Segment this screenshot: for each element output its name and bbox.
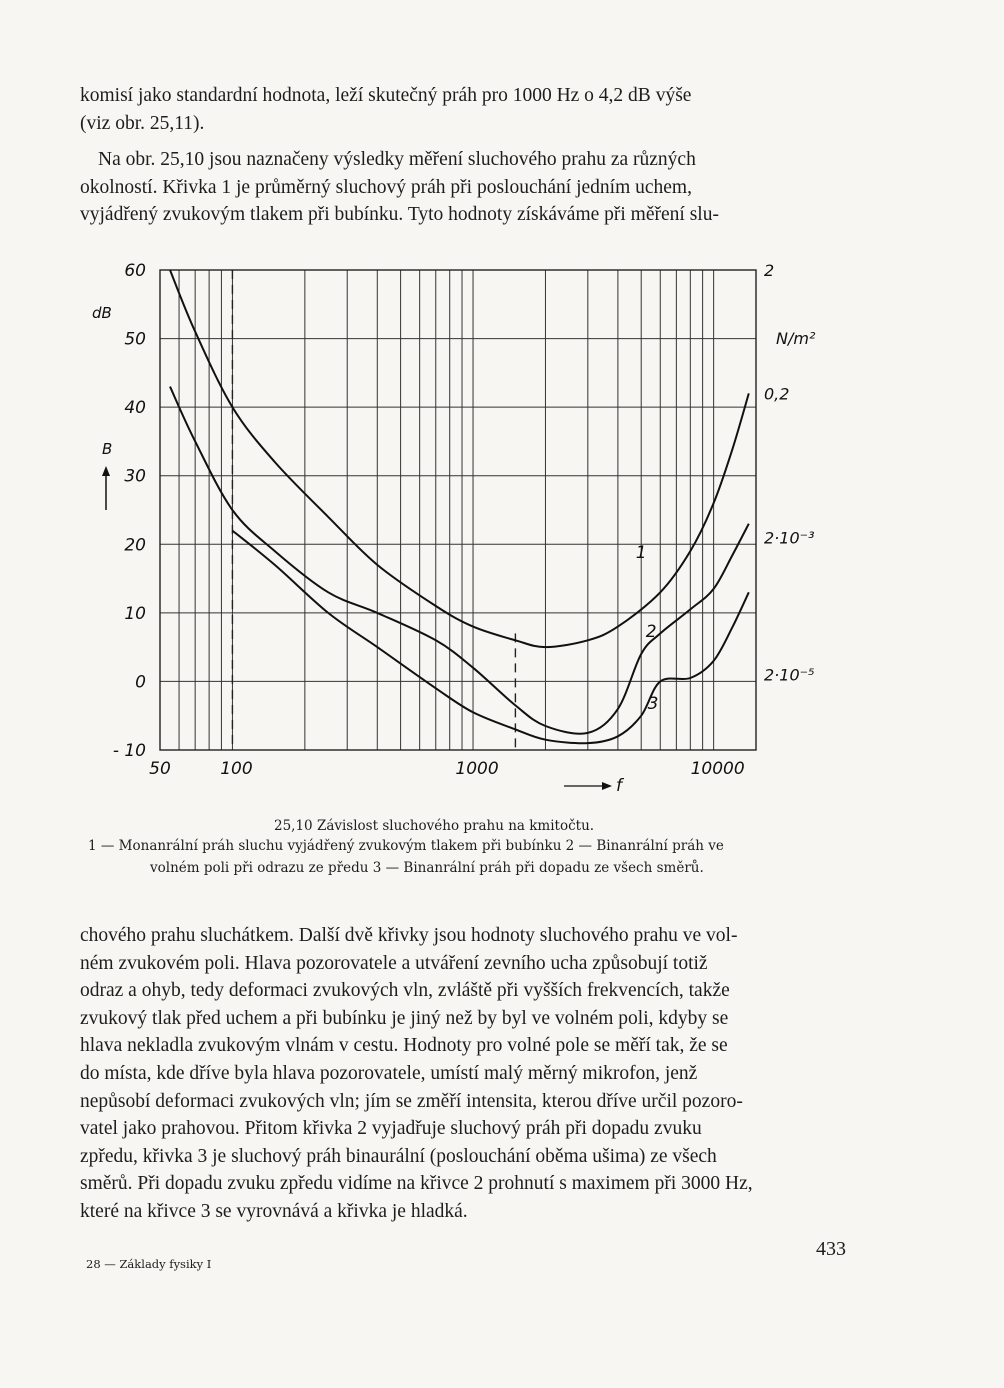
paragraph-continuation (80, 922, 842, 1226)
y-tick-label: - 10 (112, 741, 146, 761)
figure-caption-line: 1 — Monanrální práh sluchu vyjádřený zvukovým tlakem při bubínku 2 — Binanrální práh ve (88, 838, 724, 854)
chart-canvas (92, 258, 860, 798)
text-line: do místa, kde dříve byla hlava pozorovatele, umístí malý měrný mikrofon, jenž (80, 1062, 698, 1084)
y-tick-label: 0 (135, 672, 146, 693)
y-tick-label: 40 (124, 398, 146, 419)
curve-label-1: 1 (635, 543, 647, 563)
x-axis-label: f (616, 776, 622, 796)
text-line: hlava nekladla zvukovým vlnám v cestu. Hodnoty pro volné pole se měří tak, že se (80, 1035, 728, 1057)
y-tick-label: 20 (124, 535, 146, 556)
text-line: komisí jako standardní hodnota, leží skutečný práh pro 1000 Hz o 4,2 dB výše (80, 85, 692, 106)
text-line: vatel jako prahovou. Přitom křivka 2 vyjadřuje sluchový práh při dopadu zvuku (80, 1118, 702, 1140)
pressure-unit-label: N/m² (776, 329, 816, 348)
y-tick-label: 50 (124, 329, 146, 350)
x-tick-label: 50 (149, 759, 171, 779)
pressure-scale-label: 2 (764, 261, 775, 280)
text-line: Na obr. 25,10 jsou naznačeny výsledky měření sluchového prahu za různých (98, 149, 696, 170)
figure-caption-line: volném poli při odrazu ze předu 3 — Binanrální práh při dopadu ze všech směrů. (150, 860, 704, 876)
paragraph-figure-description (80, 146, 842, 229)
x-axis-arrowhead (602, 782, 612, 790)
footer-book-title: 28 — Základy fysiky I (86, 1257, 212, 1271)
text-line: okolností. Křivka 1 je průměrný sluchový práh při poslouchání jedním uchem, (80, 176, 692, 198)
x-tick-label: 10000 (690, 759, 745, 779)
text-line: směrů. Při dopadu zvuku zpředu vidíme na křivce 2 prohnutí s maximem při 3000 Hz, (80, 1173, 753, 1195)
pressure-scale-label: 0,2 (764, 384, 790, 404)
y-axis-label-b: B (102, 440, 113, 458)
text-line: ném zvukovém poli. Hlava pozorovatele a utváření zevního ucha způsobují totiž (80, 952, 708, 974)
curve-label-2: 2 (645, 621, 657, 642)
text-line: zpředu, křivka 3 je sluchový práh binaurální (poslouchání oběma ušima) ze všech (80, 1145, 717, 1167)
pressure-scale-label: 2·10⁻⁵ (764, 665, 815, 685)
curve-label-3: 3 (647, 693, 659, 714)
figure-hearing-threshold (92, 258, 860, 798)
text-line: (viz obr. 25,11). (80, 112, 205, 134)
threshold-curve-1 (170, 270, 749, 647)
threshold-curve-3 (232, 531, 748, 744)
text-line: které na křivce 3 se vyrovnává a křivka je hladká. (80, 1200, 468, 1222)
text-line: nepůsobí deformaci zvukových vln; jím se změří intensita, kterou dříve určil pozoro- (80, 1090, 743, 1112)
y-axis-arrowhead (102, 466, 110, 476)
text-line: zvukový tlak před uchem a při bubínku je jiný než by byl ve volném poli, kdyby se (80, 1007, 729, 1029)
figure-caption-title: 25,10 Závislost sluchového prahu na kmitočtu. (274, 818, 595, 834)
x-tick-label: 1000 (455, 759, 499, 779)
paragraph-intro (80, 82, 842, 137)
text-line: vyjádřený zvukovým tlakem při bubínku. Tyto hodnoty získáváme při měření slu- (80, 204, 719, 226)
pressure-scale-label: 2·10⁻³ (764, 528, 815, 548)
y-tick-label: 60 (124, 261, 146, 281)
page-number: 433 (816, 1238, 846, 1260)
text-line: odraz a ohyb, tedy deformaci zvukových vln, zvláště při vyšších frekvencích, takže (80, 980, 730, 1002)
text-line: chového prahu sluchátkem. Další dvě křivky jsou hodnoty sluchového prahu ve vol- (80, 925, 738, 946)
y-tick-label: 30 (124, 466, 146, 487)
y-axis-label-db: dB (92, 304, 112, 322)
x-tick-label: 100 (220, 759, 253, 779)
y-tick-label: 10 (124, 603, 146, 624)
